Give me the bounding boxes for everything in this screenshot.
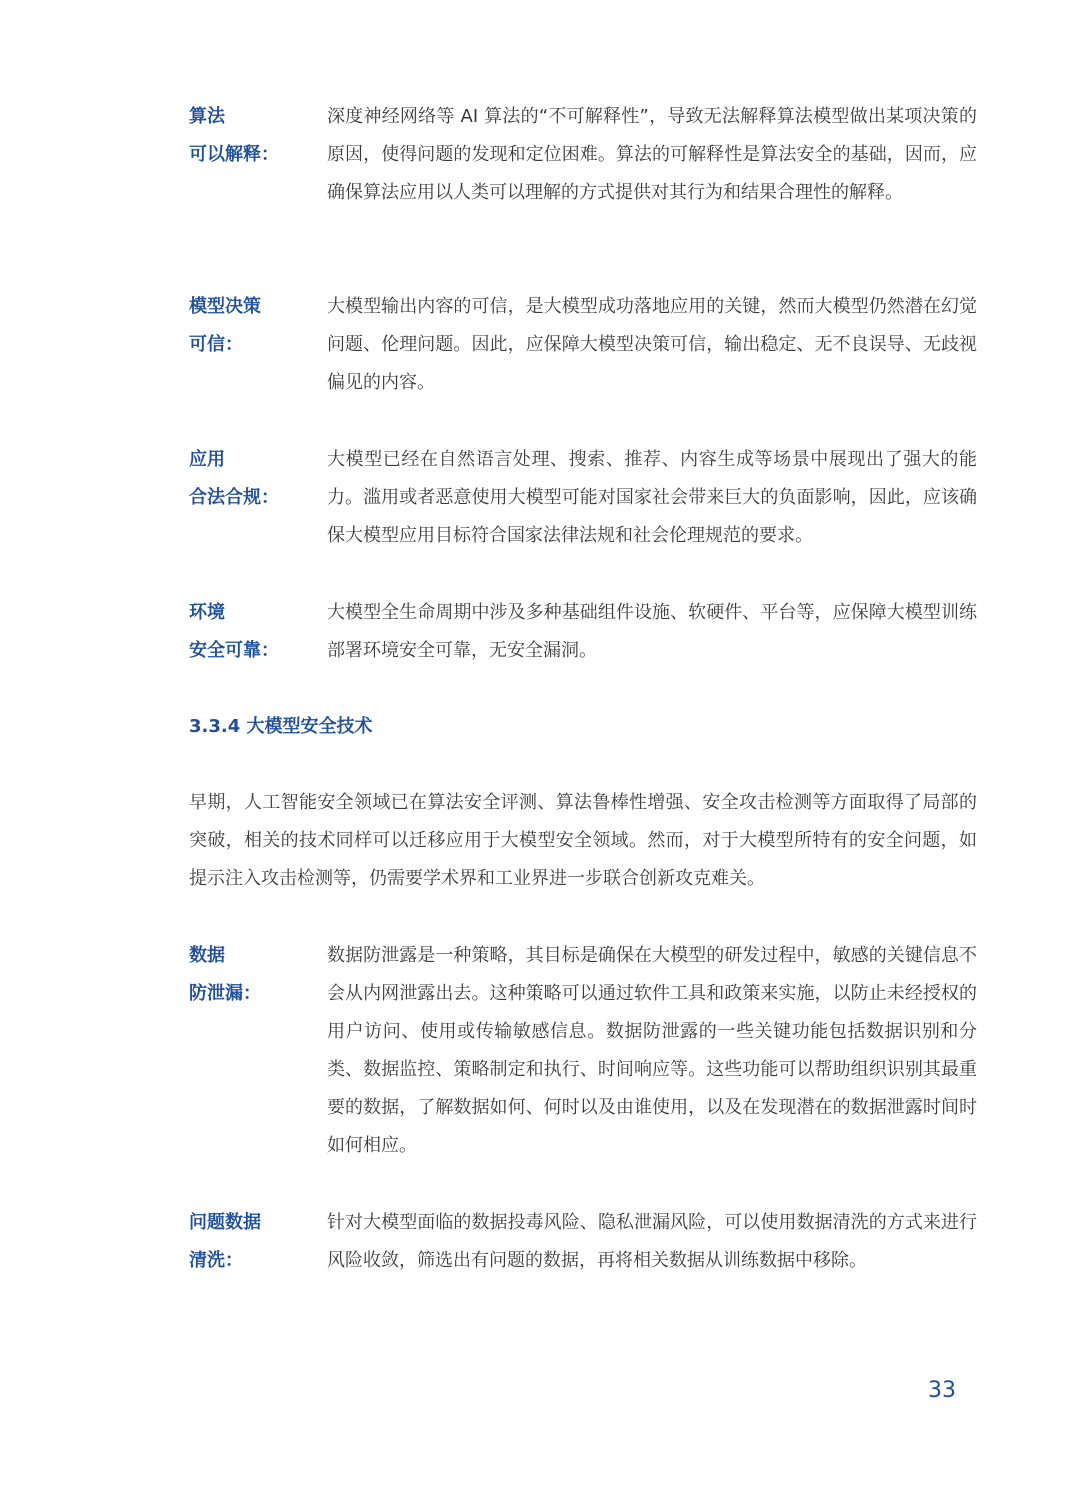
- entry-term-line1: 数据: [189, 945, 225, 966]
- entry-term-line1: 模型决策: [189, 296, 261, 317]
- entry-description: 数据防泄露是一种策略，其目标是确保在大模型的研发过程中，敏感的关键信息不会从内网泄露出去。这种策略可以通过软件工具和政策来实施，以防止未经授权的用户访问、使用或传输敏感信息。数据防泄露的一些关键功能包括数据识别和分类、数据监控、策略制定和执行、时间响应等。这些功能可以帮助组织识别其最重要的数据，了解数据如何、何时以及由谁使用，以及在发现潜在的数据泄露时间时如何相应。: [327, 945, 977, 1156]
- entry-term: [189, 937, 319, 1013]
- entry-algorithm-explainable: [189, 98, 989, 250]
- entry-application-compliance: [189, 441, 989, 555]
- entry-term-line2: 可信：: [189, 334, 243, 355]
- entry-description: 针对大模型面临的数据投毒风险、隐私泄漏风险，可以使用数据清洗的方式来进行风险收敛，筛选出有问题的数据，再将相关数据从训练数据中移除。: [327, 1212, 977, 1271]
- entry-term: [189, 1204, 319, 1280]
- entry-term-line1: 环境: [189, 602, 225, 623]
- entry-data-leak-prevention: [189, 937, 989, 1165]
- page-number: 33: [928, 1378, 956, 1403]
- section-heading: 3.3.4 大模型安全技术: [189, 716, 373, 737]
- entry-term-line1: 应用: [189, 449, 225, 470]
- entry-description: 大模型已经在自然语言处理、搜索、推荐、内容生成等场景中展现出了强大的能力。滥用或者恶意使用大模型可能对国家社会带来巨大的负面影响，因此，应该确保大模型应用目标符合国家法律法规和社会伦理规范的要求。: [327, 449, 977, 546]
- entry-term-line2: 可以解释：: [189, 144, 279, 165]
- entry-term: [189, 98, 319, 174]
- entry-term: [189, 288, 319, 364]
- entry-term-line1: 问题数据: [189, 1212, 261, 1233]
- entry-term: [189, 594, 319, 670]
- entry-term: [189, 441, 319, 517]
- entry-term-line2: 防泄漏：: [189, 983, 261, 1004]
- entry-description: 大模型全生命周期中涉及多种基础组件设施、软硬件、平台等，应保障大模型训练部署环境安全可靠，无安全漏洞。: [327, 602, 977, 661]
- entry-term-line2: 合法合规：: [189, 487, 279, 508]
- entry-description: 大模型输出内容的可信，是大模型成功落地应用的关键，然而大模型仍然潜在幻觉问题、伦理问题。因此，应保障大模型决策可信，输出稳定、无不良误导、无歧视偏见的内容。: [327, 296, 977, 393]
- entry-environment-secure: [189, 594, 989, 670]
- entry-term-line2: 清洗：: [189, 1250, 243, 1271]
- entry-data-cleaning: [189, 1204, 989, 1280]
- section-paragraph: 早期，人工智能安全领域已在算法安全评测、算法鲁棒性增强、安全攻击检测等方面取得了局部的突破，相关的技术同样可以迁移应用于大模型安全领域。然而，对于大模型所特有的安全问题，如提示注入攻击检测等，仍需要学术界和工业界进一步联合创新攻克难关。: [189, 792, 977, 889]
- entry-term-line1: 算法: [189, 106, 225, 127]
- entry-description: 深度神经网络等 AI 算法的“不可解释性”，导致无法解释算法模型做出某项决策的原因，使得问题的发现和定位困难。算法的可解释性是算法安全的基础，因而，应确保算法应用以人类可以理解的方式提供对其行为和结果合理性的解释。: [327, 106, 977, 203]
- entry-term-line2: 安全可靠：: [189, 640, 279, 661]
- entry-model-decision-trustworthy: [189, 288, 989, 402]
